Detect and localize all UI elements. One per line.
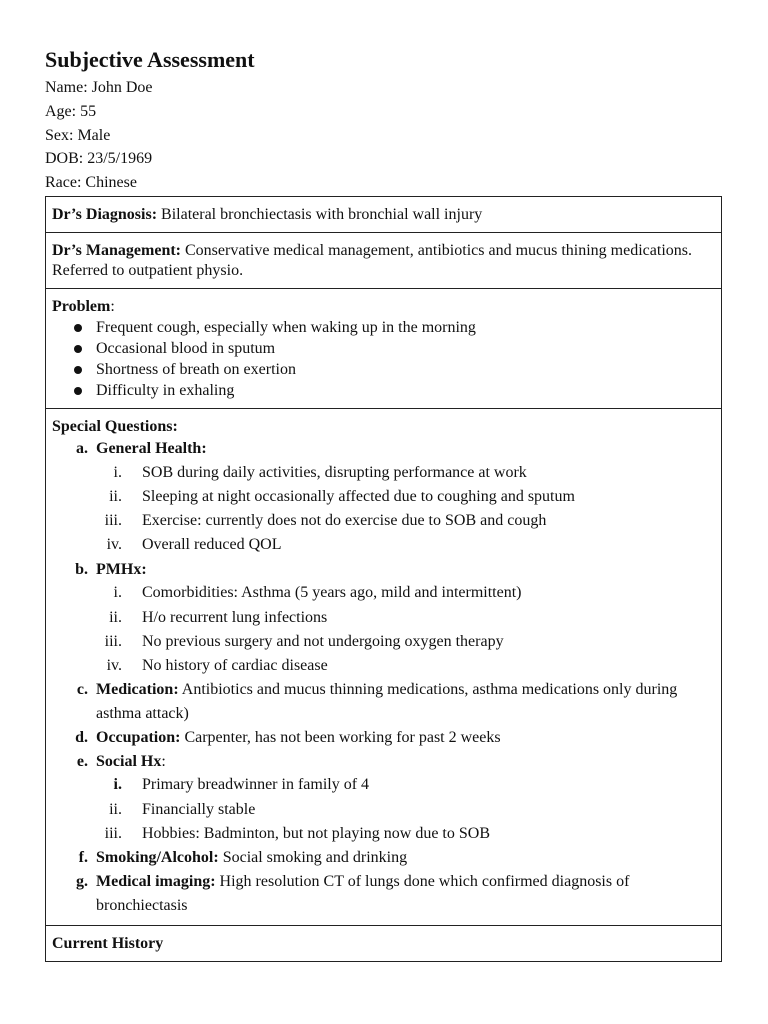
special-questions-list bbox=[52, 437, 715, 917]
section-marker: e. bbox=[76, 752, 88, 770]
list-item bbox=[52, 380, 715, 401]
bullet-icon bbox=[74, 345, 82, 353]
item-text: Overall reduced QOL bbox=[142, 536, 282, 554]
list-item bbox=[96, 533, 715, 557]
occupation-section bbox=[52, 726, 715, 750]
pmhx-section bbox=[52, 558, 715, 679]
list-item bbox=[96, 630, 715, 654]
section-marker: f. bbox=[78, 849, 88, 867]
diagnosis-label: Dr’s Diagnosis: bbox=[52, 206, 158, 223]
item-text: SOB during daily activities, disrupting performance at work bbox=[142, 463, 527, 481]
section-marker: a. bbox=[76, 440, 88, 457]
item-text: Comorbidities: Asthma (5 years ago, mild and intermittent) bbox=[142, 584, 522, 602]
item-marker: ii. bbox=[109, 488, 122, 505]
patient-age: Age: 55 bbox=[45, 102, 97, 120]
diagnosis-row bbox=[46, 197, 721, 233]
list-item bbox=[96, 606, 715, 630]
problem-item-text: Occasional blood in sputum bbox=[96, 340, 276, 357]
item-text: Exercise: currently does not do exercise due to SOB and cough bbox=[142, 512, 547, 530]
smoking-alcohol-text: Social smoking and drinking bbox=[222, 849, 408, 867]
pmhx-list bbox=[96, 581, 715, 678]
section-marker: c. bbox=[76, 681, 88, 699]
item-text: Hobbies: Badminton, but not playing now due to SOB bbox=[142, 824, 490, 842]
item-text: H/o recurrent lung infections bbox=[142, 608, 328, 626]
social-history-list bbox=[96, 773, 715, 846]
list-item bbox=[96, 773, 715, 797]
problem-heading bbox=[52, 296, 715, 317]
page-title: Subjective Assessment bbox=[45, 47, 255, 72]
list-item bbox=[52, 338, 715, 359]
medication-label: Medication: bbox=[96, 681, 179, 699]
medical-imaging-section bbox=[52, 870, 715, 918]
list-item bbox=[96, 461, 715, 485]
list-item bbox=[96, 798, 715, 822]
item-marker: iv. bbox=[106, 536, 122, 554]
patient-dob: DOB: 23/5/1969 bbox=[45, 150, 153, 168]
problem-label-suffix: : bbox=[110, 298, 115, 315]
management-text: Conservative medical management, antibiotics and mucus thining medications. Referred to outpatient physio. bbox=[52, 242, 692, 279]
management-label: Dr’s Management: bbox=[52, 242, 181, 259]
social-history-suffix: : bbox=[161, 752, 166, 770]
special-questions-label: Special Questions: bbox=[52, 418, 178, 435]
patient-info bbox=[45, 76, 153, 195]
item-marker: i. bbox=[113, 584, 122, 602]
list-item bbox=[52, 359, 715, 380]
general-health-section bbox=[52, 437, 715, 558]
occupation-label: Occupation: bbox=[96, 728, 181, 746]
item-marker: i. bbox=[113, 463, 122, 481]
current-history-label: Current History bbox=[52, 935, 164, 953]
problem-list bbox=[52, 317, 715, 401]
special-questions-heading bbox=[52, 417, 715, 437]
item-marker: ii. bbox=[109, 800, 122, 818]
smoking-alcohol-section bbox=[52, 846, 715, 870]
pmhx-label: PMHx: bbox=[96, 560, 147, 578]
patient-sex: Sex: Male bbox=[45, 126, 111, 144]
management-row bbox=[46, 233, 721, 289]
list-item bbox=[96, 485, 715, 509]
list-item bbox=[52, 317, 715, 338]
diagnosis-text: Bilateral bronchiectasis with bronchial wall injury bbox=[161, 206, 483, 223]
item-marker: iii. bbox=[104, 512, 122, 530]
patient-race: Race: Chinese bbox=[45, 174, 137, 192]
medication-section bbox=[52, 678, 715, 726]
problem-row bbox=[46, 289, 721, 409]
medical-imaging-label: Medical imaging: bbox=[96, 872, 216, 890]
section-marker: d. bbox=[75, 728, 88, 746]
section-marker: b. bbox=[75, 560, 88, 578]
problem-item-text: Frequent cough, especially when waking up in the morning bbox=[96, 319, 476, 336]
problem-item-text: Shortness of breath on exertion bbox=[96, 361, 296, 378]
list-item bbox=[96, 822, 715, 846]
patient-name: Name: John Doe bbox=[45, 79, 153, 96]
bullet-icon bbox=[74, 387, 82, 395]
list-item bbox=[96, 581, 715, 605]
assessment-table bbox=[45, 196, 722, 962]
medical-imaging-text: High resolution CT of lungs done which confirmed diagnosis of bronchiectasis bbox=[96, 872, 630, 914]
item-marker: iii. bbox=[104, 824, 122, 842]
problem-item-text: Difficulty in exhaling bbox=[96, 382, 235, 399]
smoking-alcohol-label: Smoking/Alcohol: bbox=[96, 849, 219, 867]
item-marker: i. bbox=[113, 776, 122, 794]
item-text: No previous surgery and not undergoing oxygen therapy bbox=[142, 632, 504, 650]
general-health-list bbox=[96, 461, 715, 558]
problem-label: Problem bbox=[52, 298, 111, 315]
current-history-row bbox=[46, 926, 721, 961]
item-text: Sleeping at night occasionally affected due to coughing and sputum bbox=[142, 488, 575, 505]
special-questions-row bbox=[46, 409, 721, 926]
item-text: Financially stable bbox=[142, 800, 256, 818]
item-text: No history of cardiac disease bbox=[142, 657, 328, 675]
list-item bbox=[96, 509, 715, 533]
bullet-icon bbox=[74, 366, 82, 374]
occupation-text: Carpenter, has not been working for past 2 weeks bbox=[184, 728, 501, 746]
item-text: Primary breadwinner in family of 4 bbox=[142, 776, 370, 794]
social-history-section bbox=[52, 750, 715, 846]
item-marker: ii. bbox=[109, 608, 122, 626]
general-health-label: General Health: bbox=[96, 440, 207, 457]
section-marker: g. bbox=[76, 872, 88, 890]
item-marker: iii. bbox=[104, 632, 122, 650]
social-history-label: Social Hx bbox=[96, 752, 162, 770]
list-item bbox=[96, 654, 715, 678]
bullet-icon bbox=[74, 324, 82, 332]
medication-text: Antibiotics and mucus thinning medications, asthma medications only during asthma attack) bbox=[96, 681, 678, 723]
item-marker: iv. bbox=[106, 657, 122, 675]
